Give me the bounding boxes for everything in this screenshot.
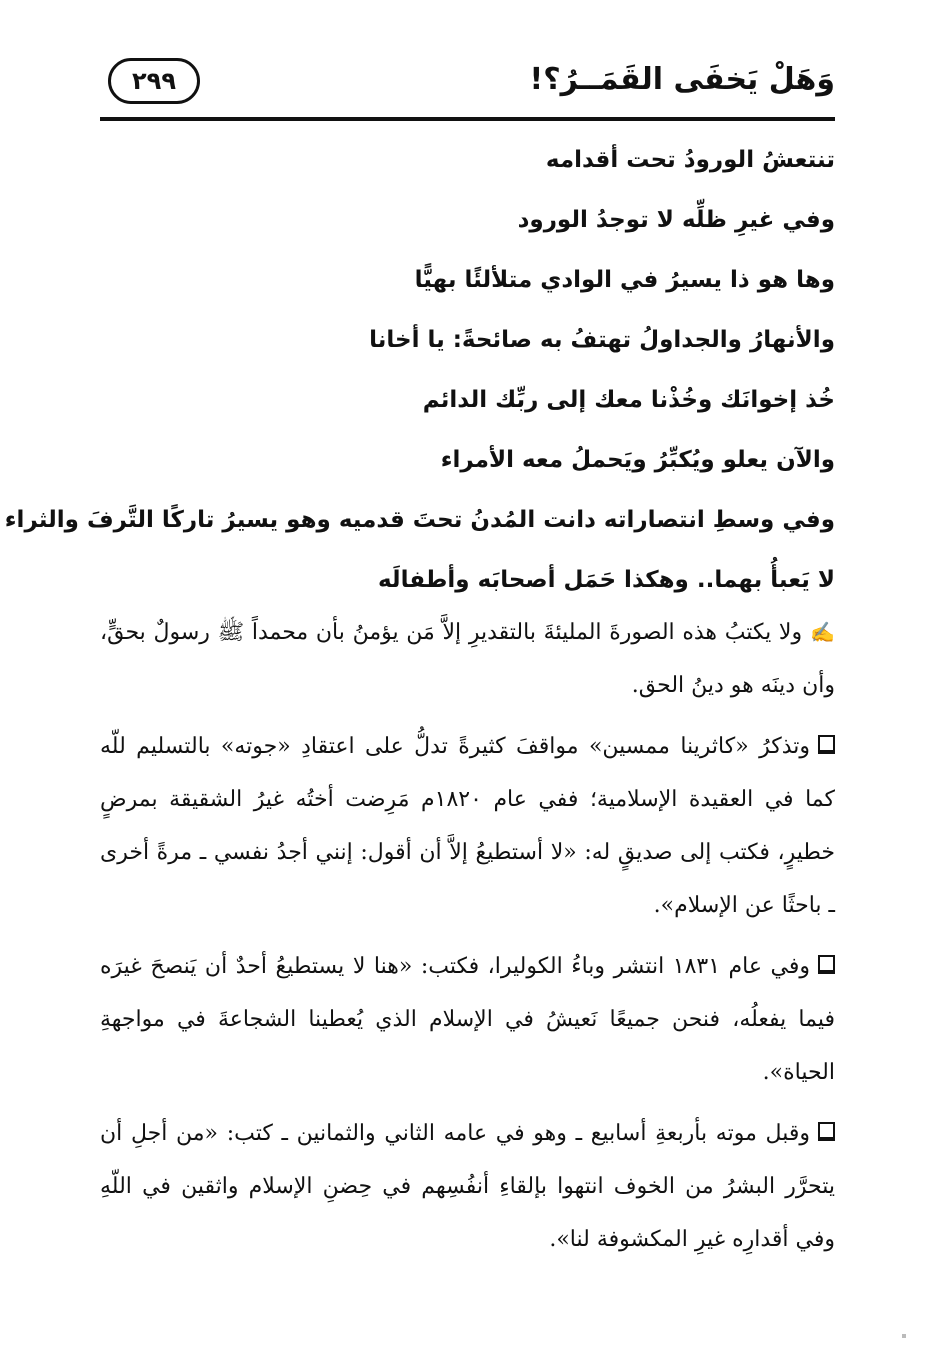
- verse-line: وفي غيرِ ظلِّه لا توجدُ الورود: [517, 207, 835, 233]
- box-bullet-icon: [818, 955, 835, 974]
- paragraph-text: وتذكرُ «كاثرينا ممسين» مواقفَ كثيرةً تدلُّ على اعتقادِ «جوته» بالتسليم للّه كما في العقيدة الإسلامية؛ ففي عام ١٨٢٠م مَرِضت أختُه غيرُ الشقيقة بمرضٍ خطيرٍ، فكتب إلى صديقٍ له: «لا أستطيعُ إلاَّ أن أقول: إنني أجدُ نفسي ـ مرةً أخرى ـ باحثًا عن الإسلام».: [100, 734, 835, 918]
- box-bullet-icon: [818, 735, 835, 754]
- running-title: وَهَلْ يَخفَى القَمَــرُ؟!: [529, 62, 835, 97]
- verse-line: تنتعشُ الورودُ تحت أقدامه: [545, 147, 835, 173]
- paragraph: [100, 1107, 835, 1266]
- verse-line: خُذ إخوانَك وخُذْنا معك إلى ربِّك الدائم: [422, 387, 835, 413]
- verse-line: وها هو ذا يسيرُ في الوادي متلألئًا بهيًّا: [414, 267, 835, 293]
- paragraph: [100, 940, 835, 1099]
- box-bullet-icon: [818, 1122, 835, 1141]
- page-header: [100, 56, 835, 116]
- paragraph: [100, 720, 835, 932]
- header-rule: [100, 117, 835, 121]
- verse-line: وفي وسطِ انتصاراته دانت المُدنُ تحتَ قدميه وهو يسيرُ تاركًا التَّرفَ والثراء: [4, 507, 835, 533]
- pen-icon: ✍: [810, 620, 835, 644]
- paragraph-text: وقبل موته بأربعةِ أسابيع ـ وهو في عامه الثاني والثمانين ـ كتب: «من أجلِ أن يتحرَّر البشرُ من الخوف انتهوا بإلقاءِ أنفُسِهم في حِضنِ الإسلام واثقين في اللّهِ وفي أقدارِه غيرِ المكشوفة لنا».: [100, 1121, 835, 1252]
- scan-speck: [902, 1334, 906, 1338]
- paragraph-text: وفي عام ١٨٣١ انتشر وباءُ الكوليرا، فكتب: «هنا لا يستطيعُ أحدٌ أن يَنصحَ غيرَه فيما يفعلُه، فنحن جميعًا نَعيشُ في الإسلام الذي يُعطينا الشجاعةَ في مواجهةِ الحياة».: [100, 954, 835, 1085]
- verse-line: والآن يعلو ويُكبِّرُ ويَحملُ معه الأمراء: [440, 447, 835, 473]
- page-number: ٢٩٩: [108, 58, 200, 104]
- page-body: [4, 130, 835, 1266]
- verse-line: لا يَعبأُ بهما.. وهكذا حَمَل أصحابَه وأطفالَه: [377, 567, 835, 593]
- paragraph: [100, 606, 835, 712]
- verse-line: والأنهارُ والجداولُ تهتفُ به صائحةً: يا أخانا: [369, 327, 835, 353]
- paragraph-text: ولا يكتبُ هذه الصورةَ المليئةَ بالتقديرِ إلاَّ مَن يؤمنُ بأن محمداً ﷺ رسولٌ بحقٍّ، وأن دينَه هو دينُ الحق.: [100, 620, 835, 698]
